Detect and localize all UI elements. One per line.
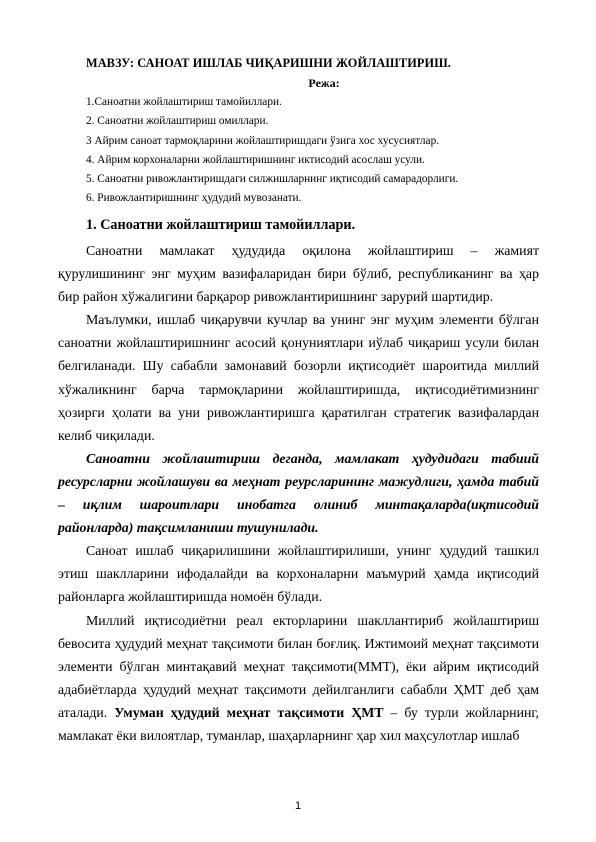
plan-item: 6. Ривожлантиришнинг ҳудудий мувозанати.: [86, 192, 302, 205]
definition-paragraph: Саноатни жойлаштириш деганда, мамлакат ҳудудидаги табиий ресурсларни жойлашуви ва меҳнат реурсларининг мажудлиги, ҳамда табий – иқлим шароитлари инобатга олиниб минтақаларда(иқтисодий районларда) тақсимланиши тушунилади.: [58, 450, 539, 536]
page-number: 1: [294, 800, 302, 812]
plan-item: 5. Саноатни ривожлантиришдаги силжишларнинг иқтисодий самарадорлиги.: [86, 173, 459, 186]
paragraph-tail: – бу турли жойларнинг, мамлакат ёки вилоятлар, туманлар, шаҳарларнинг ҳар хил маҳсулотлар ишлаб: [58, 704, 539, 743]
plan-heading: Режа:: [308, 76, 340, 90]
document-title: МАВЗУ: САНОАТ ИШЛАБ ЧИҚАРИШНИ ЖОЙЛАШТИРИШ.: [86, 56, 451, 70]
plan-item: 3 Айрим саноат тармоқларини жойлаштиришдаги ўзига хос хусусиятлар.: [86, 134, 440, 147]
paragraph: [58, 609, 539, 748]
plan-item: 2. Саноатни жойлаштириш омиллари.: [86, 115, 269, 128]
paragraph-text: Миллий иқтисодиётни реал екторларини шакллантириб жойлаштириш бевосита ҳудудий меҳнат тақсимоти билан боғлиқ. Ижтимоий меҳнат тақсимоти элементи бўлган минтақавий меҳнат тақсимоти(ММТ), ёки айрим иқтисодий адабиётларда ҳудудий меҳнат тақсимоти дейилганлиги сабабли ҲМТ деб ҳам аталади.: [58, 612, 539, 720]
plan-item: 1.Саноатни жойлаштириш тамойиллари.: [86, 96, 282, 108]
bold-term: Умуман ҳудудий меҳнат тақсимоти ҲМТ: [114, 704, 384, 720]
paragraph: Маълумки, ишлаб чиқарувчи кучлар ва унинг энг муҳим элементи бўлган саноатни жойлаштиришнинг асосий қонуниятлари иўлаб чиқариш усули билан белгиланади. Шу сабабли замонавий бозорли иқтисодиёт шароитида миллий хўжаликнинг барча тармоқларини жойлаштиришда, иқтисодиётимизнинг ҳозирги ҳолати ва уни ривожлантиришга қаратилган стратегик вазифалардан келиб чиқилади.: [58, 312, 539, 443]
paragraph: Саноат ишлаб чиқарилишини жойлаштирилиши, унинг ҳудудий ташкил этиш шаклларини ифодалайди ва корхоналарни маъмурий ҳамда иқтисодий районларга жойлаштиришда номоён бўлади.: [58, 543, 539, 605]
plan-item: 4. Айрим корхоналарни жойлаштиришнинг иктисодий асослаш усули.: [86, 153, 425, 166]
paragraph: Саноатни мамлакат ҳудудида оқилона жойлаштириш – жамият қурулишининг энг муҳим вазифаларидан бири бўлиб, республиканинг ва ҳар бир район хўжалигини барқарор ривожлантиришнинг зарурий шартидир.: [58, 243, 539, 305]
section-heading: 1. Саноатни жойлаштириш тамойиллари.: [86, 217, 356, 233]
plan-list: [86, 93, 458, 209]
body-text: [58, 239, 539, 747]
